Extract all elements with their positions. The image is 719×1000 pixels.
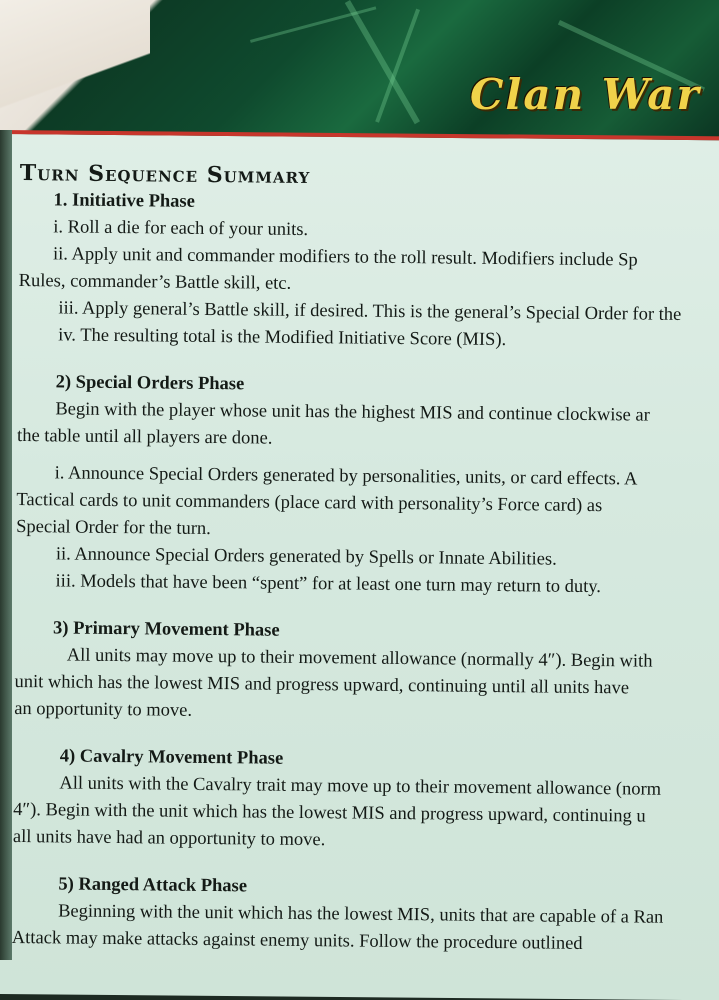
- section-heading: Turn Sequence Summary: [19, 160, 311, 190]
- text-line: ii. Announce Special Orders generated by Spells or Innate Abilities.: [55, 544, 557, 570]
- text-line: Begin with the player whose unit has the highest MIS and continue clockwise ar: [55, 399, 650, 426]
- text-line: Beginning with the unit which has the lowest MIS, units that are capable of a Ran: [58, 901, 664, 928]
- summary-text: [12, 160, 719, 959]
- page-edge: [0, 130, 12, 960]
- text-line: All units with the Cavalry trait may move up to their movement allowance (norm: [59, 773, 662, 800]
- text-line: Special Order for the turn.: [16, 516, 211, 540]
- phase-title: 4) Cavalry Movement Phase: [59, 746, 284, 769]
- text-line: the table until all players are done.: [17, 425, 273, 449]
- text-line: unit which has the lowest MIS and progress upward, continuing until all units have: [14, 671, 630, 699]
- text-line: iv. The resulting total is the Modified Initiative Score (MIS).: [58, 325, 507, 351]
- text-line: an opportunity to move.: [14, 698, 193, 721]
- text-line: All units may move up to their movement allowance (normally 4″). Begin with: [66, 645, 653, 672]
- text-line: i. Roll a die for each of your units.: [53, 217, 309, 241]
- text-line: all units have had an opportunity to move.: [12, 826, 326, 851]
- text-line: iii. Models that have been “spent” for at least one turn may return to duty.: [55, 571, 602, 598]
- text-line: ii. Apply unit and commander modifiers to the roll result. Modifiers include Sp: [52, 244, 638, 271]
- text-line: Attack may make attacks against enemy units. Follow the procedure outlined: [11, 927, 583, 954]
- text-line: Tactical cards to unit commanders (place card with personality’s Force card) as: [16, 489, 603, 517]
- phase-title: 2) Special Orders Phase: [55, 372, 245, 395]
- text-line: iii. Apply general’s Battle skill, if desired. This is the general’s Special Order for the: [58, 298, 682, 325]
- phase-title: 1. Initiative Phase: [53, 190, 196, 212]
- text-line: 4″). Begin with the unit which has the lowest MIS and progress upward, continuing u: [13, 799, 646, 827]
- phase-title: 5) Ranged Attack Phase: [58, 874, 248, 897]
- text-line: i. Announce Special Orders generated by personalities, units, or card effects. A: [54, 463, 638, 490]
- phase-title: 3) Primary Movement Phase: [52, 618, 280, 641]
- banner-title: Clan War: [470, 70, 701, 119]
- text-line: Rules, commander’s Battle skill, etc.: [18, 270, 292, 294]
